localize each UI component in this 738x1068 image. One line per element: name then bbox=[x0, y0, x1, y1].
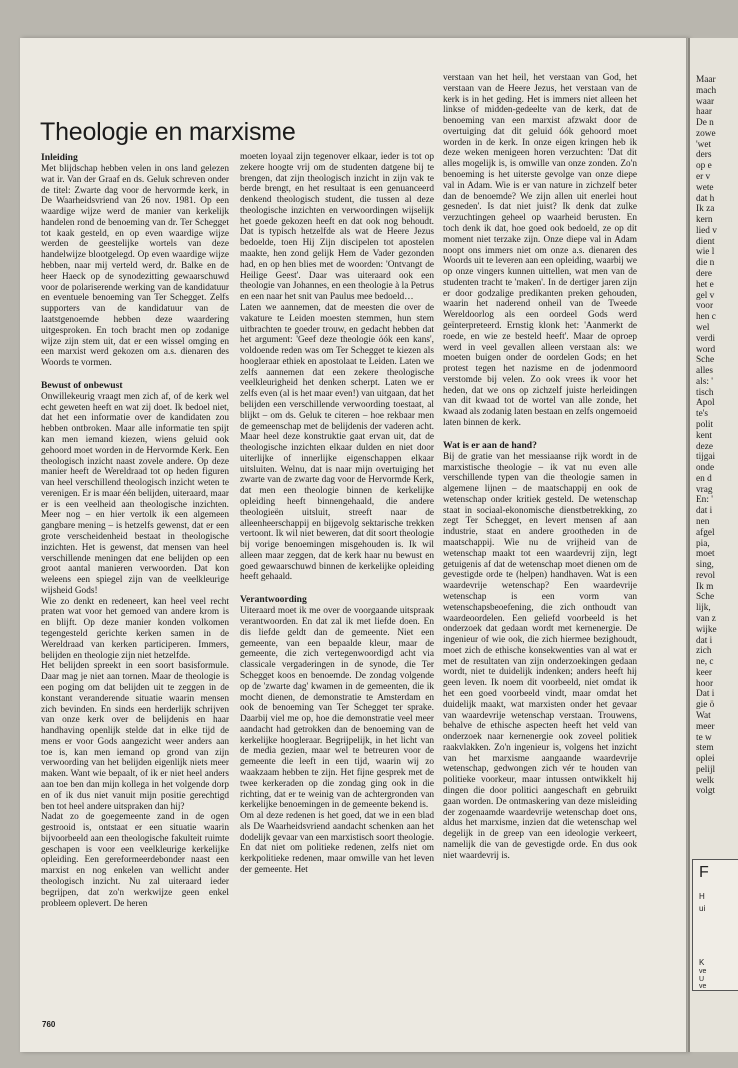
next-page-line: Apol bbox=[696, 398, 715, 409]
next-page-line: En: ' bbox=[696, 495, 713, 506]
next-page-line: hoor bbox=[696, 678, 714, 689]
next-page-line: Ik m bbox=[696, 581, 714, 592]
next-page-line: kent bbox=[696, 430, 713, 441]
next-page-line: wel bbox=[696, 322, 710, 333]
next-page-line: pelijl bbox=[696, 764, 716, 775]
next-page-line: en d bbox=[696, 473, 712, 484]
next-page-line: deze bbox=[696, 441, 714, 452]
next-page-line: Maar bbox=[696, 75, 716, 85]
next-page-line: alles bbox=[696, 366, 714, 377]
next-page-line: die n bbox=[696, 258, 715, 269]
next-page-line: Sche bbox=[696, 355, 715, 366]
section-heading: Inleiding bbox=[41, 152, 78, 163]
paragraph: Laten we aannemen, dat de meesten die over de vakature te Leiden moesten stemmen, hun stem uitbrachten te goeder trouw, en gedacht hebben dat het argument: 'Geef deze theologie óók een kans', voldoende reden was om Ter Schegget te kiezen als hoogleraar ethiek en apostolaat te Leiden. Laten we zelfs aannemen dat een zekere theologische veelkleurigheid het denken scherpt. Laten we er zelfs even (al is het maar even!) van uitgaan, dat het belijden een verschillende verwoording toestaat, al blijkt – om ds. Geluk te citeren – hoe rekbaar men de gemeenschap met de belijdenis der vaderen acht. Maar heel deze konstruktie gaat ervan uit, dat de theologische inzichten elkaar dulden en niet door uiterlijke of innerlijke eigenschappen elkaar uitsluiten. Welnu, dat is naar mijn overtuiging het zwarte van de zwarte dag voor de Hervormde Kerk, dat men een theologie binnen de kerkelijke opleiding heeft binnengehaald, die andere theologieën uitsluit, streeft naar de alleenheerschappij en bijgevolg sektarische trekken vertoont. Ik wil niet beweren, dat dit soort theologie bij vorige benoemingen misgehouden is. Ik wil alleen maar zeggen, dat de kerk haar nu bewust en goed gewaarschuwd binnen de kerkelijke opleiding heeft gehaald. bbox=[240, 302, 434, 583]
paragraph: Om al deze redenen is het goed, dat we in een blad als De Waarheidsvriend aandacht schenken aan het dodelijk gevaar van een marxistisch soort theologie. En dat niet om politieke redenen, zelfs niet om kerkpolitieke redenen, maar omwille van het leven der gemeente. Het bbox=[240, 811, 434, 875]
next-page-line: kern bbox=[696, 215, 713, 226]
next-page-line: er v bbox=[696, 172, 711, 183]
next-page-line: voor bbox=[696, 301, 714, 312]
next-box-letter: U bbox=[699, 976, 705, 983]
next-page-box bbox=[692, 859, 738, 991]
next-page-line: haar bbox=[696, 107, 712, 118]
next-page-line: zowe bbox=[696, 128, 716, 139]
next-page-line: meer bbox=[696, 721, 715, 732]
next-page-line: Ik za bbox=[696, 204, 715, 215]
next-page-line: ders bbox=[696, 150, 712, 161]
paragraph: Onwillekeurig vraagt men zich af, of de kerk wel echt geweten heeft en wat zij doet. Ik bedoel niet, dat het een informatie over de kandidaten zou hebben ontbroken. Maar alle informatie ten spijt kan men iemand kiezen, wiens geluid ook gehoord moet worden in de Hervormde Kerk. Een theologisch inzicht naast zovele andere. Op deze manier heeft de Wereldraad tot op heden figuren van heel verschillend theologisch inzicht weten te verenigen. Er is maar één belijden, uiteraard, maar er is een veelheid aan theologische inzichten. Meer nog – en hier vertolk ik een algemeen gangbare mening – is hetzelfs gewenst, dat er een grote verscheidenheid bestaat in theologische inzichten. Het is gewenst, dat mensen van heel verschillende meningen dat ene belijden op een groot aantal manieren verwoorden. Dat kon weleens een spiegel zijn van de veelkleurige wijsheid Gods! bbox=[41, 391, 229, 596]
next-page-line: op e bbox=[696, 161, 712, 172]
next-page-line: De n bbox=[696, 118, 714, 129]
section-heading: Bewust of onbewust bbox=[41, 379, 123, 391]
next-page-line: volgt bbox=[696, 786, 716, 797]
next-page-line: afgel bbox=[696, 527, 715, 538]
next-box-letter: ui bbox=[699, 904, 706, 913]
next-page-line: gie ö bbox=[696, 700, 715, 711]
next-page-line: stem bbox=[696, 743, 714, 754]
paragraph: Het belijden spreekt in een soort basisformule. Daar mag je niet aan tornen. Maar de theologie is een poging om dat belijden uit te zeggen in de konstant veranderende situatie waarin mensen zich bevinden. En sinds een herderlijk schrijven van onze kerk over de belijdenis en haar handhaving openlijk stelde dat in elke tijd de mens er voor Gods aangezicht weer anders aan toe is, kan men iemand op grond van zijn verwoording van het belijden eigenlijk niets meer maken. Want wie bepaalt, of ik er niet heel anders aan toe ben dan mijn kollega in het volgende dorp en of ik dus niet vanuit mijn positie gerechtigd ben tot heel andere uitspraken dan hij? bbox=[41, 661, 229, 812]
next-page-line: oplei bbox=[696, 754, 715, 765]
next-page-line: Wat bbox=[696, 711, 711, 722]
next-page-edge bbox=[688, 38, 738, 1052]
next-page-line: wie l bbox=[696, 247, 715, 258]
paragraph: verstaan van het heil, het verstaan van God, het verstaan van de Heere Jezus, het verstaan van de kerk is in het geding. Het is immers niet alleen het linkse of midden-gedeelte van de kerk, dat de benoeming van een marxist afzwakt door de overtuiging dat dit geluid óók gehoord moet worden in de kerk. In onze eigen kringen heb ik deze weken menigeen horen verzuchten: 'Dat dit alles mogelijk is, is omwille van onze zonden. Zo'n benoeming is het uiterste gevolge van onze diepe val in Adam. Wie is er van nature in zichzelf beter dan de benoemde? We zijn allen uit enerlei hout gesneden'. Is dat niet juist? Ik denk dat zulke verzuchtingen geheel op waarheid berusten. En toch denk ik dat, hoe goed ook bedoeld, ze op dit moment niet terzake zijn. Onze diepe val in Adam noopt ons immers niet om onze a.s. dienaren des Woords uit te leveren aan een opleiding, waarbij we op onze vingers kunnen uittellen, wat men van de studenten tracht te 'maken'. In de dertiger jaren zijn er door godzalige predikanten preken gehouden, waarin het naderend onheil van de Tweede Wereldoorlog als een oordeel Gods werd geïnterpreteerd. Ernstig klonk het: 'Aanmerkt de roede, en wie ze besteld heeft'. Maar de oproep werd in veel gevallen alleen verstaan als: we moeten buigen onder de oordelen Gods; en het protest tegen het nazisme en de jodenmoord verstomde bij velen. Zo ook vrees ik voor het heden, dat we ons op zichzelf juiste herleidingen van dit kwaad tot de wortel van alle zonde, het kwaad als zodanig laten bestaan en zelfs ongemoeid laten binnen de kerk. bbox=[443, 73, 637, 428]
next-page-line: tijgai bbox=[696, 452, 716, 463]
next-box-letter: ve bbox=[699, 983, 707, 990]
next-box-letter: ve bbox=[699, 968, 707, 975]
next-page-line: sing, bbox=[696, 560, 714, 571]
next-page-line: hen c bbox=[696, 312, 716, 323]
next-page-line: moet bbox=[696, 549, 715, 560]
next-page-line: zich bbox=[696, 646, 712, 657]
next-page-line: wijke bbox=[696, 624, 717, 635]
paragraph: Wie zo denkt en redeneert, kan heel veel recht praten wat voor het gemoed van andere krom is en blijft. Op deze manier konden volkomen tegengesteld gerichte kerken samen in de Wereldraad van kerken participeren. Immers, belijden en theologie zijn niet hetzelfde. bbox=[41, 596, 229, 661]
next-page-line: dat i bbox=[696, 506, 713, 517]
next-page-line: als: ' bbox=[696, 376, 713, 387]
section-heading: Verantwoording bbox=[240, 594, 307, 606]
page-number: 760 bbox=[42, 1020, 56, 1029]
paragraph-gap bbox=[443, 429, 637, 440]
next-page-line: revol bbox=[696, 570, 716, 581]
next-page-line: te's bbox=[696, 409, 709, 420]
next-page-line: Sche bbox=[696, 592, 715, 603]
column-2 bbox=[240, 152, 434, 876]
paragraph-gap bbox=[41, 369, 229, 380]
next-page-line: nen bbox=[696, 516, 710, 527]
next-page-line: dat h bbox=[696, 193, 715, 204]
next-box-letter: K bbox=[699, 958, 705, 967]
article-title: Theologie en marxisme bbox=[40, 118, 296, 146]
next-page-line: wete bbox=[696, 182, 714, 193]
next-page-line: verdi bbox=[696, 333, 716, 344]
column-1 bbox=[41, 152, 229, 909]
next-page-line: Dat i bbox=[696, 689, 715, 700]
next-page-line: gel v bbox=[696, 290, 715, 301]
next-page-line: van z bbox=[696, 614, 716, 624]
next-page-line: onde bbox=[696, 463, 715, 474]
paragraph: moeten loyaal zijn tegenover elkaar, ieder is tot op zekere hoogte vrij om de studenten datgene bij te brengen, dat zijn theologisch inzicht in zijn vak te berde brengt, en het resultaat is een genuanceerd denkend theologisch student, die tussen al deze theologische inzichten en verwoordingen wijselijk het goede gekozen heeft en dat ook nog behoudt. Dat is typisch hetzelfde als wat de Heere Jezus bedoelde, toen Hij Zijn discipelen tot apostelen maakte, hen zond gelijk Hem de Vader gezonden had, en op hen blies met de woorden: 'Ontvangt de Heilige Geest'. Daar was uiteraard ook een theologie van Johannes, en een theologie à la Petrus en een naar het snit van Paulus mee bedoeld… bbox=[240, 152, 434, 303]
next-box-letter: F bbox=[699, 864, 709, 881]
next-page-line: ne, c bbox=[696, 657, 714, 668]
next-page-line: pia, bbox=[696, 538, 710, 549]
next-page-line: welk bbox=[696, 775, 715, 786]
next-page-line: vrag bbox=[696, 484, 713, 495]
next-page-line: polit bbox=[696, 419, 714, 430]
section-heading: Wat is er aan de hand? bbox=[443, 439, 537, 451]
next-page-line: te w bbox=[696, 732, 712, 743]
next-page-line: tisch bbox=[696, 387, 714, 398]
next-page-line: waar bbox=[696, 96, 715, 107]
next-box-letter: H bbox=[699, 892, 705, 901]
paragraph: Uiteraard moet ik me over de voorgaande uitspraak verantwoorden. En dat zal ik met liefde doen. En dis liefde geldt dan de gemeente. Niet een gemeente, van een bepaalde kleur, maar de gemeente, die zich vertegenwoordigd acht via classicale vergaderingen in de synode, die Ter Schegget koos en benoemde. De zondag volgende op de 'zwarte dag' kwamen in de gemeenten, die ik mocht dienen, de demonstratie te Amsterdam en ook de benoeming van Ter Schegget ter sprake. Daarbij viel me op, hoe die demonstratie veel meer aandacht had getrokken dan de benoeming van de kerkelijke hoogleraar. Begrijpelijk, in het licht van de media gezien, maar wel te betreuren voor de gemeente die leeft in een tijd, waarin wij zo waakzaam hebben te zijn. Het fijne gesprek met de twee kerkeraden op die zondag ging ook in die richting, dat er te weinig van de achtergronden van kerkelijke benoemingen in de gemeente bekend is. bbox=[240, 606, 434, 811]
next-page-line: dient bbox=[696, 236, 715, 247]
next-page-line: 'wet bbox=[696, 139, 712, 150]
next-page-line: lied v bbox=[696, 225, 717, 236]
paragraph: Met blijdschap hebben velen in ons land gelezen wat ir. Van der Graaf en ds. Geluk schreven onder de titel: Zwarte dag voor de hervormde kerk, in De Waarheidsvriend van 26 nov. 1981. Op een waardige wijze werd de manier van kerkelijk handelen rond de benoeming van dr. Ter Schegget tot kaak gesteld, en op even waardige wijze werden de geestelijke wortels van deze handelwijze blootgelegd. Op even waardige wijze hebben, naar mij verteld werd, dr. Balke en de heer Haeck op de synodezitting gewaarschuwd voor de polariserende werking van de kandidatuur en eventuele benoeming van Ter Schegget. Zelfs supporters van de kandidatuur van de laatstgenoemde hebben deze waardering uitgesproken. En toch bracht men op zodanige wijze zijn stem uit, dat er een wissel omging en een marxist werd gekozen om a.s. dienaren des Woords te vormen. bbox=[41, 164, 229, 369]
next-page-line: keer bbox=[696, 667, 712, 678]
next-page-line: dere bbox=[696, 269, 712, 280]
next-page-line: mach bbox=[696, 85, 717, 96]
next-page-line: dat i bbox=[696, 635, 713, 646]
next-page-line: het e bbox=[696, 279, 714, 290]
column-3 bbox=[443, 73, 637, 861]
paragraph-gap bbox=[240, 583, 434, 594]
paragraph: Nadat zo de goegemeente zand in de ogen gestrooid is, ontstaat er een situatie waarin bijvoorbeeld aan een theologische fakulteit ruimte geschapen is voor een veelkleurige kerkelijke opleiding. Een gereformeerdebonder naast een marxist en nog enkelen van wellicht ander theologisch inzicht. Nu zal uiteraard ieder begrijpen, dat zo'n werkwijze geen enkel probleem oplevert. De heren bbox=[41, 812, 229, 909]
paragraph: Bij de gratie van het messiaanse rijk wordt in de marxistische theologie – ik vat nu even alle verschillende typen van die theologie samen in algemene lijnen – de maatschappij en ook de wetenschap onder kritiek gesteld. De wetenschap staat in sociaal-ekonomische dienstbetrekking, zo zegt Ter Schegget, en levert mensen af aan industrie, staat en andere grootheden in de maatschappij. Wie nu de vrijheid van de wetenschap maakt tot een waardevrij zijn, legt getuigenis af dat de wetenschap moet dienen om de gevestigde orde te (helpen) handhaven. Wat is een waardevrije wetenschap? Een waardevrije wetenschap is een vorm van wetenschapsbeoefening, die zich onthoudt van waardeoordelen. Een geliefd voorbeeld is het onderzoek dat gedaan wordt met kernenergie. De ingenieur of wie ook, die zich hiermee bezighoudt, moet zich de ethische konsekwenties van al wat er met de resultaten van zijn onderzoekingen gedaan wordt, niet te duidelijk indenken; anders heeft hij geen leven. Ik noem dit voorbeeld, niet omdat ik het een goed voorbeeld vindt, maar omdat het duidelijk maakt, wat marxisten onder het gevaar van waardevrije wetenschap verstaan. Trouwens, behalve de ethische aspecten heeft het veld van onderzoek naar kernenergie ook zoveel politiek raakvlakken. Zo'n ingenieur is, volgens het inzicht van het marxisme aangaande waardevrije wetenschap, gedwongen zich vér te houden van politieke voorkeur, maar intussen ontwikkelt hij dingen die door politici aangeschaft en gebruikt gaan worden. De ontmaskering van deze misleiding der zogenaamde waardevrije wetenschap doet ons, aldus het marxisme, inzien dat die wetenschap wel degelijk in de greep van een ideologie verkeert, namelijk die van de gevestigde orde. En dus ook niet waardevrij is. bbox=[443, 451, 637, 861]
next-page-line: lijk, bbox=[696, 603, 711, 614]
next-page-line: word bbox=[696, 344, 716, 355]
